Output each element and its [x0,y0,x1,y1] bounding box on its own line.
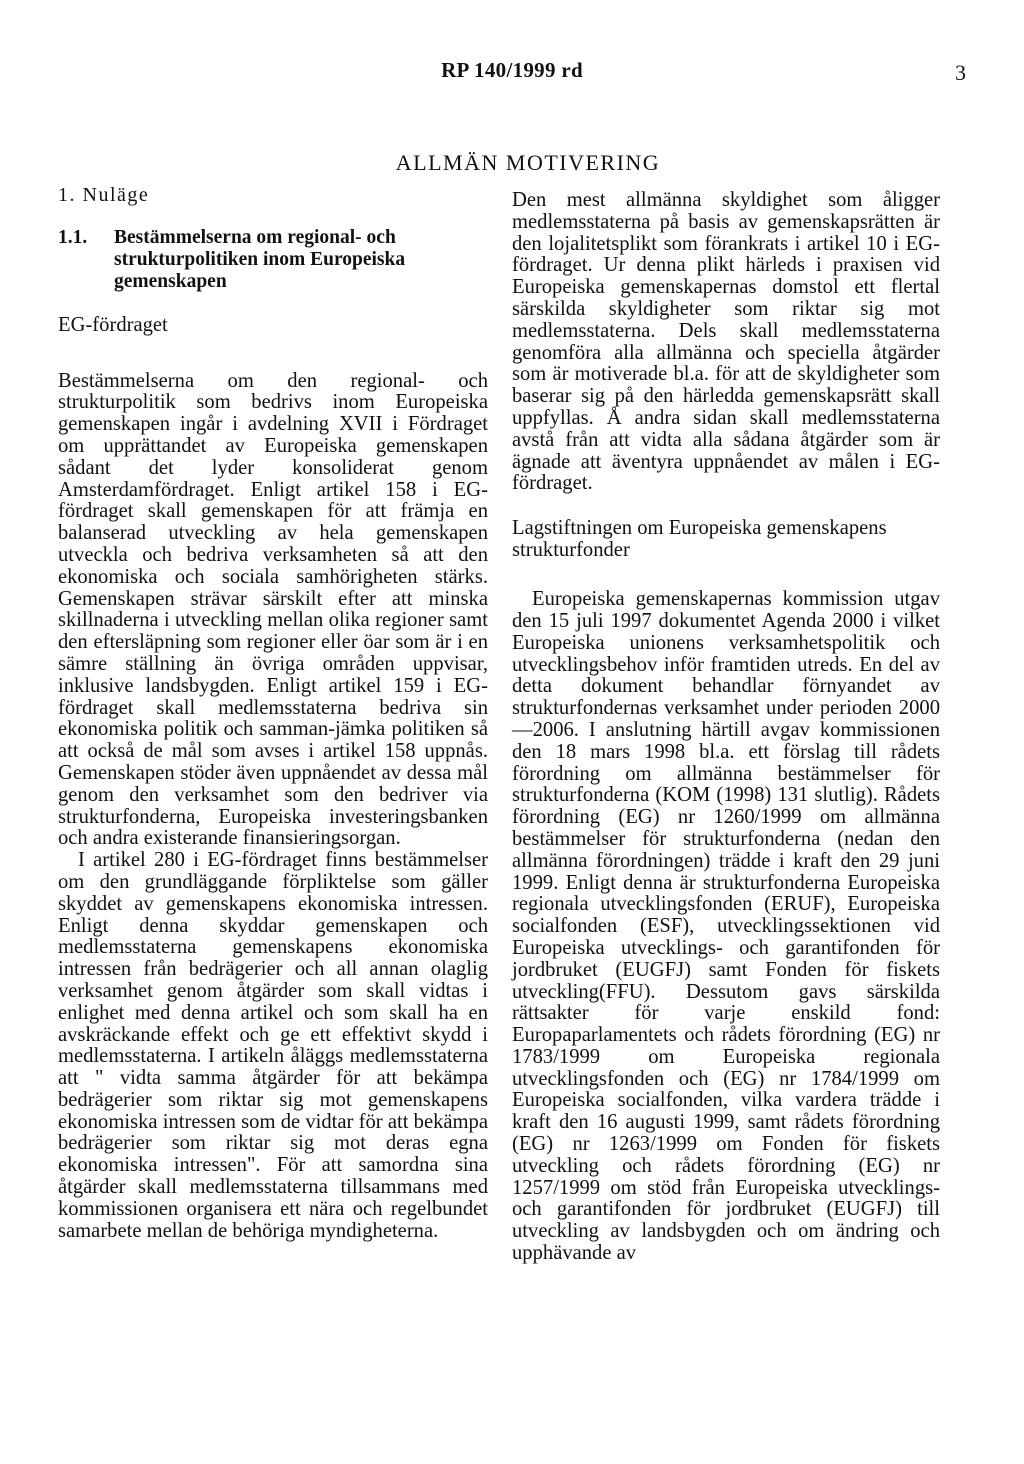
section-heading-1-1 [58,227,488,293]
paragraph: Den mest allmänna skyldighet som åligger medlemsstaterna på basis av gemenskapsrätten är den lojalitetsplikt som förankrats i artikel 10 i EG-fördraget. Ur denna plikt härleds i praxisen vid Europeiska gemenskapernas domstol ett flertal särskilda skyldigheter som riktar sig mot medlemsstaterna. Dels skall medlemsstaterna genomföra alla allmänna och speciella åtgärder som är motiverade bl.a. för att de skyldigheter som baserar sig på den härledda gemenskapsrätt skall uppfyllas. Å andra sidan skall medlemsstaterna avstå från att vidta alla sådana åtgärder som är ägnade att äventyra uppnåendet av målen i EG-fördraget. [512,189,940,495]
subheading-strukturfonder: Lagstiftningen om Europeiska gemenskapens strukturfonder [512,517,887,562]
running-header: RP 140/1999 rd [441,58,583,82]
section-heading-1: 1. Nuläge [58,184,150,206]
page-number: 3 [955,60,966,85]
main-heading: ALLMÄN MOTIVERING [395,150,661,175]
subheading-eg-fordraget: EG-fördraget [58,313,168,336]
section-number: 1.1. [58,226,88,248]
paragraph: Bestämmelserna om den regional- och strukturpolitik som bedrivs inom Europeiska gemenskapen ingår i avdelning XVII i Fördraget om upprättandet av Europeiska gemenskapen sådant det lyder konsoliderat genom Amsterdamfördraget. Enligt artikel 158 i EG-fördraget skall gemenskapen för att främja en balanserad utveckling av hela gemenskapen utveckla och bedriva verksamheten så att den ekonomiska och sociala samhörigheten stärks. Gemenskapen strävar särskilt efter att minska skillnaderna i utveckling mellan olika regioner samt den eftersläpning som regioner eller öar som är i en sämre ställning än övriga områden uppvisar, inklusive landsbygden. Enligt artikel 159 i EG-fördraget skall medlemsstaterna bedriva sin ekonomiska politik och samman-jämka politiken så att också de mål som avses i artikel 158 uppnås. Gemenskapen stöder även uppnåendet av dessa mål genom den verksamhet som den bedriver via strukturfonderna, Europeiska investeringsbanken och andra existerande finansieringsorgan. [58,369,488,850]
left-column [58,185,488,1242]
right-column [512,190,940,1265]
paragraph: Europeiska gemenskapernas kommission utgav den 15 juli 1997 dokumentet Agenda 2000 i vilket Europeiska unionens verksamhetspolitik och utvecklingsbehov inför framtiden utreds. En del av detta dokument behandlar förnyandet av strukturfondernas verksamhet under perioden 2000—2006. I anslutning härtill avgav kommissionen den 18 mars 1998 bl.a. ett förslag till rådets förordning om allmänna bestämmelser för strukturfonderna (KOM (1998) 131 slutlig). Rådets förordning (EG) nr 1260/1999 om allmänna bestämmelser för strukturfonderna (nedan den allmänna förordningen) trädde i kraft den 29 juni 1999. Enligt denna är strukturfonderna Europeiska regionala utvecklingsfonden (ERUF), Europeiska socialfonden (ESF), utvecklingssektionen vid Europeiska utvecklings- och garantifonden för jordbruket (EUGFJ) samt Fonden för fiskets utveckling(FFU). Dessutom gavs särskilda rättsakter för varje enskild fond: Europaparlamentets och rådets förordning (EG) nr 1783/1999 om Europeiska regionala utvecklingsfonden och (EG) nr 1784/1999 om Europeiska socialfonden, vilka vardera trädde i kraft den 16 augusti 1999, samt rådets förordning (EG) nr 1263/1999 om Fonden för fiskets utveckling och rådets förordning (EG) nr 1257/1999 om stöd från Europeiska utvecklings- och garantifonden för jordbruket (EUGFJ) till utveckling av landsbygden och om ändring och upphävande av [512,588,940,1265]
paragraph: I artikel 280 i EG-fördraget finns bestämmelser om den grundläggande förpliktelse som gäller skyddet av gemenskapens ekonomiska intressen. Enligt denna skyddar gemenskapen och medlemsstaterna gemenskapens ekonomiska intressen från bedrägerier och all annan olaglig verksamhet genom åtgärder som skall vidtas i enlighet med denna artikel och som skall ha en avskräckande effekt och ge ett effektivt skydd i medlemsstaterna. I artikeln åläggs medlemsstaterna att " vidta samma åtgärder för att bekämpa bedrägerier som riktar sig mot gemenskapens ekonomiska intressen som de vidtar för att bekämpa bedrägerier som riktar sig mot deras egna ekonomiska intressen". För att samordna sina åtgärder skall medlemsstaterna tillsammans med kommissionen organisera ett nära och regelbundet samarbete mellan de behöriga myndigheterna. [58,849,488,1242]
section-title: Bestämmelserna om regional- och strukturpolitiken inom Europeiska gemenskapen [114,226,406,292]
